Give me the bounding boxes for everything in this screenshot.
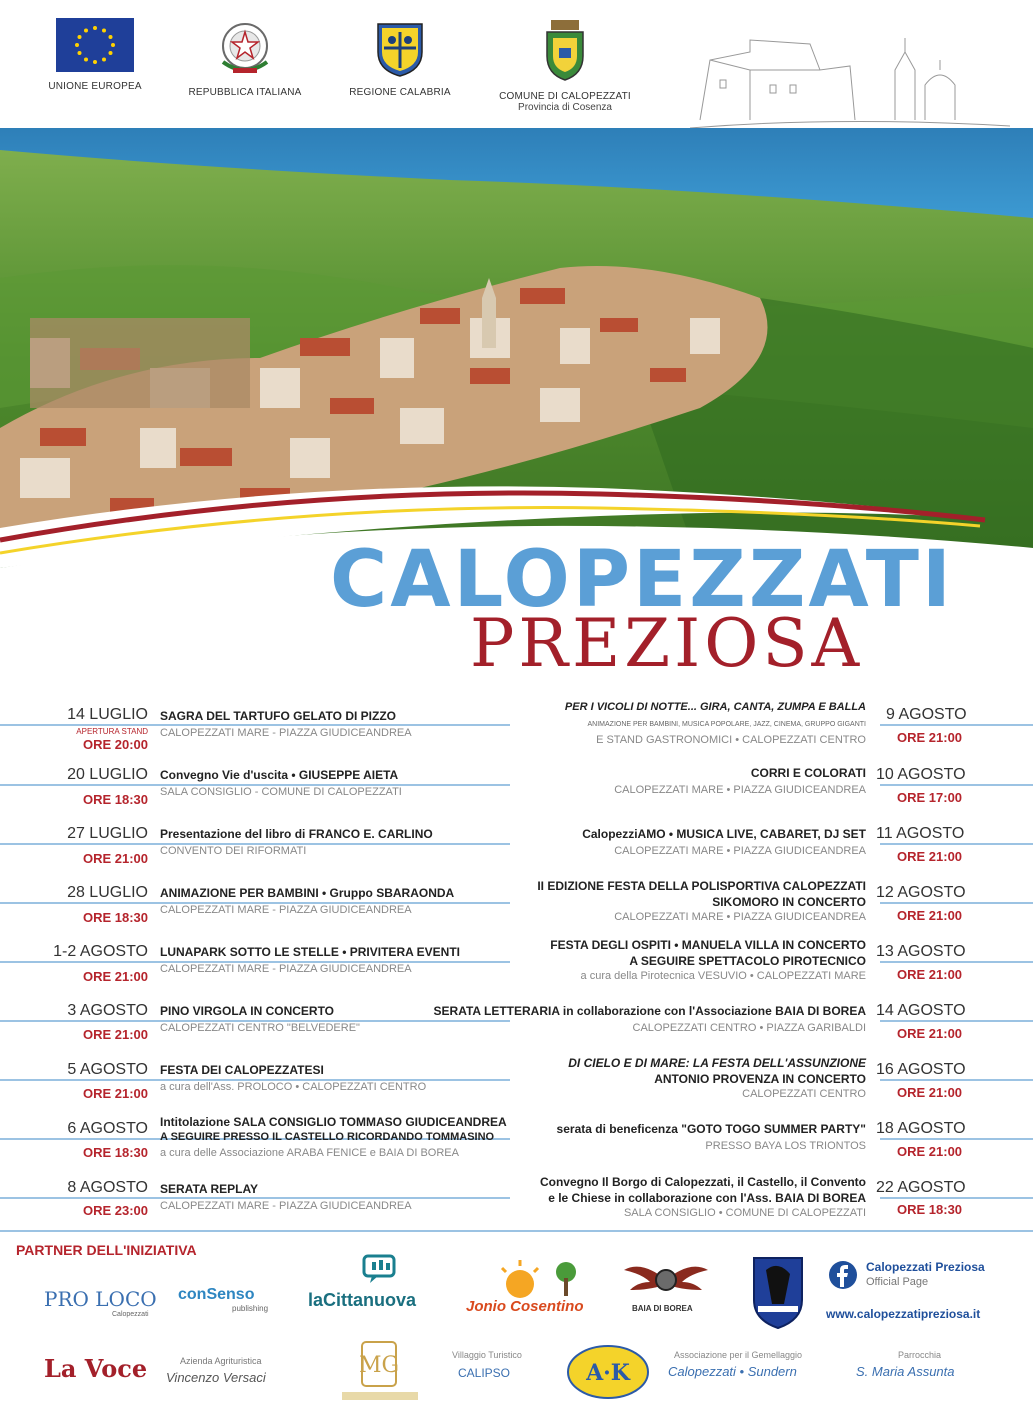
event-date: 28 LUGLIO: [67, 884, 148, 901]
event-location: SALA CONSIGLIO • COMUNE DI CALOPEZZATI: [623, 1207, 866, 1219]
partner-agriturismo-label: Azienda Agrituristica: [180, 1356, 262, 1366]
event-location: CALOPEZZATI MARE - PIAZZA GIUDICEANDREA: [160, 963, 412, 975]
logo-label: REPUBBLICA ITALIANA: [188, 87, 302, 98]
event-time: ORE 21:00: [897, 730, 963, 745]
event-location: a cura delle Associazione ARABA FENICE e BAIA DI BOREA: [160, 1147, 459, 1159]
event-time: ORE 21:00: [82, 851, 148, 866]
event-location: PRESSO BAYA LOS TRIONTOS: [705, 1140, 866, 1152]
event-location: CALOPEZZATI CENTRO "BELVEDERE": [160, 1022, 360, 1034]
event-date: 1-2 AGOSTO: [53, 943, 148, 960]
main-title: CALOPEZZATI: [330, 535, 954, 625]
event-date: 14 AGOSTO: [876, 1002, 966, 1019]
section-divider: [0, 1230, 1033, 1232]
event-time: ORE 21:00: [897, 908, 963, 923]
event-date: 13 AGOSTO: [876, 943, 966, 960]
event-title: PER I VICOLI DI NOTTE... GIRA, CANTA, ZUMPA E BALLA: [564, 701, 866, 713]
event-date: 27 LUGLIO: [67, 825, 148, 842]
row-divider: [880, 724, 1033, 726]
event-title: PINO VIRGOLA IN CONCERTO: [160, 1004, 335, 1018]
partner-parrocchia: S. Maria Assunta: [856, 1364, 955, 1379]
event-location: CALOPEZZATI MARE • PIAZZA GIUDICEANDREA: [614, 845, 866, 857]
event-time: ORE 21:00: [897, 967, 963, 982]
event-date: 14 LUGLIO: [67, 706, 148, 723]
row-divider: [880, 1079, 1033, 1081]
italian-emblem-icon: [215, 18, 275, 78]
event-location: SALA CONSIGLIO - COMUNE DI CALOPEZZATI: [160, 786, 402, 798]
partner-la-voce: La Voce: [44, 1354, 148, 1383]
event-time: ORE 20:00: [82, 737, 148, 752]
logo-label: UNIONE EUROPEA: [48, 81, 142, 92]
partner-proloco: PRO LOCO: [44, 1287, 157, 1311]
event-location: CALOPEZZATI MARE - PIAZZA GIUDICEANDREA: [160, 904, 412, 916]
speech-bubble-icon: [362, 1254, 398, 1284]
facebook-page-name: Calopezzati Preziosa: [866, 1260, 985, 1274]
website-link[interactable]: www.calopezzatipreziosa.it: [826, 1307, 981, 1321]
event-location: CALOPEZZATI CENTRO • PIAZZA GARIBALDI: [632, 1022, 866, 1034]
event-title: SERATA REPLAY: [160, 1182, 259, 1196]
event-date: 5 AGOSTO: [67, 1061, 148, 1078]
event-location: CALOPEZZATI MARE - PIAZZA GIUDICEANDREA: [160, 727, 412, 739]
event-apertura: APERTURA STAND: [76, 727, 148, 736]
event-title: Intitolazione SALA CONSIGLIO TOMMASO GIUDICEANDREA: [160, 1115, 507, 1129]
event-title: CalopezziAMO • MUSICA LIVE, CABARET, DJ SET: [582, 827, 866, 841]
event-date: 18 AGOSTO: [876, 1120, 966, 1137]
subtitle-preziosa: PREZIOSA: [470, 605, 864, 682]
event-date: 12 AGOSTO: [876, 884, 966, 901]
event-title: ANIMAZIONE PER BAMBINI • Gruppo SBARAONDA: [160, 886, 455, 900]
event-title-second-line: A SEGUIRE PRESSO IL CASTELLO RICORDANDO TOMMASINO: [160, 1131, 495, 1143]
event-location: a cura dell'Ass. PROLOCO • CALOPEZZATI CENTRO: [160, 1081, 427, 1093]
logo-label: REGIONE CALABRIA: [349, 87, 451, 98]
partner-lacittanuova: laCittanuova: [308, 1290, 417, 1310]
event-title-second-line: e le Chiese in collaborazione con l'Ass. BAIA DI BOREA: [548, 1191, 866, 1205]
logo-label: COMUNE DI CALOPEZZATI: [499, 91, 631, 102]
event-title: FESTA DEGLI OSPITI • MANUELA VILLA IN CONCERTO: [550, 938, 866, 952]
partner-consenso-sub: publishing: [232, 1304, 269, 1313]
event-time: ORE 18:30: [897, 1202, 963, 1217]
event-time: ORE 21:00: [82, 969, 148, 984]
partner-baia-di-borea: BAIA DI BOREA: [632, 1304, 693, 1313]
event-date: 16 AGOSTO: [876, 1061, 966, 1078]
event-title: II EDIZIONE FESTA DELLA POLISPORTIVA CALOPEZZATI: [537, 879, 866, 893]
event-date: 20 LUGLIO: [67, 766, 148, 783]
event-time: ORE 18:30: [82, 910, 148, 925]
logo-regione-calabria: [340, 18, 460, 98]
event-title: CORRI E COLORATI: [750, 766, 866, 780]
event-location: CALOPEZZATI MARE • PIAZZA GIUDICEANDREA: [614, 784, 866, 796]
calabria-crest-icon: [372, 18, 428, 78]
partner-parrocchia-label: Parrocchia: [898, 1350, 942, 1360]
partner-vincenzo-versaci: Vincenzo Versaci: [166, 1370, 266, 1385]
event-title: Convegno Il Borgo di Calopezzati, il Castello, il Convento: [539, 1175, 866, 1189]
event-date: 8 AGOSTO: [67, 1179, 148, 1196]
hero-photo: [0, 128, 1033, 568]
row-divider: [880, 902, 1033, 904]
logo-repubblica-italiana: [180, 18, 310, 98]
event-date: 6 AGOSTO: [67, 1120, 148, 1137]
event-location: E STAND GASTRONOMICI • CALOPEZZATI CENTRO: [596, 734, 866, 746]
svg-text:A·K: A·K: [586, 1360, 630, 1386]
event-title-second-line: A SEGUIRE SPETTACOLO PIROTECNICO: [629, 954, 866, 968]
event-time: ORE 21:00: [897, 1026, 963, 1041]
event-time: ORE 18:30: [82, 792, 148, 807]
row-divider: [0, 724, 510, 726]
event-location: CONVENTO DEI RIFORMATI: [160, 845, 307, 857]
row-divider: [880, 1197, 1033, 1199]
event-date: 3 AGOSTO: [67, 1002, 148, 1019]
event-time: ORE 21:00: [897, 849, 963, 864]
event-location: a cura della Pirotecnica VESUVIO • CALOPEZZATI MARE: [580, 970, 866, 982]
event-location: CALOPEZZATI MARE • PIAZZA GIUDICEANDREA: [614, 911, 866, 923]
event-time: ORE 17:00: [897, 790, 963, 805]
event-title: SAGRA DEL TARTUFO GELATO DI PIZZO: [160, 709, 396, 723]
monogram-logo-icon: [340, 1340, 420, 1404]
event-date: 11 AGOSTO: [876, 825, 965, 842]
partner-gemellaggio-label: Associazione per il Gemellaggio: [674, 1350, 803, 1360]
event-title: SERATA LETTERARIA in collaborazione con l'Associazione BAIA DI BOREA: [433, 1004, 866, 1018]
event-description: ANIMAZIONE PER BAMBINI, MUSICA POPOLARE, JAZZ, CINEMA, GRUPPO GIGANTI: [587, 721, 866, 728]
sun-icon: [480, 1258, 580, 1298]
eu-flag-icon: [56, 18, 134, 72]
facebook-page-sub: Official Page: [866, 1276, 929, 1288]
partner-jonio-cosentino: Jonio Cosentino: [466, 1298, 584, 1315]
event-location: CALOPEZZATI CENTRO: [742, 1088, 866, 1100]
event-time: ORE 21:00: [82, 1027, 148, 1042]
event-location: CALOPEZZATI MARE - PIAZZA GIUDICEANDREA: [160, 1200, 412, 1212]
event-time: ORE 21:00: [82, 1086, 148, 1101]
ak-logo-icon: [566, 1344, 650, 1400]
wings-icon: [622, 1260, 710, 1300]
svg-text:MG: MG: [358, 1353, 400, 1378]
event-time: ORE 21:00: [897, 1144, 963, 1159]
event-date: 10 AGOSTO: [876, 766, 966, 783]
partners-heading: PARTNER DELL'INIZIATIVA: [16, 1242, 197, 1258]
logo-comune-calopezzati: [485, 18, 645, 113]
partner-villaggio-label: Villaggio Turistico: [452, 1350, 522, 1360]
row-divider: [880, 961, 1033, 963]
partner-calipso: CALIPSO: [458, 1366, 511, 1380]
partner-consenso: conSenso: [178, 1286, 255, 1303]
logo-sublabel: Provincia di Cosenza: [518, 102, 612, 113]
event-time: ORE 18:30: [82, 1145, 148, 1160]
facebook-icon: [828, 1260, 858, 1290]
polisportiva-crest-icon: [750, 1254, 806, 1330]
row-divider: [880, 1138, 1033, 1140]
event-title: Presentazione del libro di FRANCO E. CARLINO: [160, 827, 433, 841]
event-title: FESTA DEI CALOPEZZATESI: [160, 1063, 324, 1077]
event-title-second-line: SIKOMORO IN CONCERTO: [712, 895, 866, 909]
logo-unione-europea: [40, 18, 150, 92]
event-title: LUNAPARK SOTTO LE STELLE • PRIVITERA EVENTI: [160, 945, 460, 959]
event-title: DI CIELO E DI MARE: LA FESTA DELL'ASSUNZIONE: [568, 1056, 866, 1070]
row-divider: [880, 784, 1033, 786]
event-title: Convegno Vie d'uscita • GIUSEPPE AIETA: [160, 768, 399, 782]
castle-drawing: [690, 30, 1010, 135]
calopezzati-crest-icon: [539, 18, 591, 82]
event-time: ORE 23:00: [82, 1203, 148, 1218]
row-divider: [880, 1020, 1033, 1022]
event-title: serata di beneficenza "GOTO TOGO SUMMER PARTY": [556, 1122, 866, 1136]
event-date: 22 AGOSTO: [876, 1179, 966, 1196]
event-title-second-line: ANTONIO PROVENZA IN CONCERTO: [654, 1072, 866, 1086]
row-divider: [880, 843, 1033, 845]
partner-proloco-sub: Calopezzati: [112, 1311, 149, 1318]
event-time: ORE 21:00: [897, 1085, 963, 1100]
event-date: 9 AGOSTO: [886, 706, 967, 723]
partner-gemellaggio: Calopezzati • Sundern: [668, 1364, 797, 1379]
